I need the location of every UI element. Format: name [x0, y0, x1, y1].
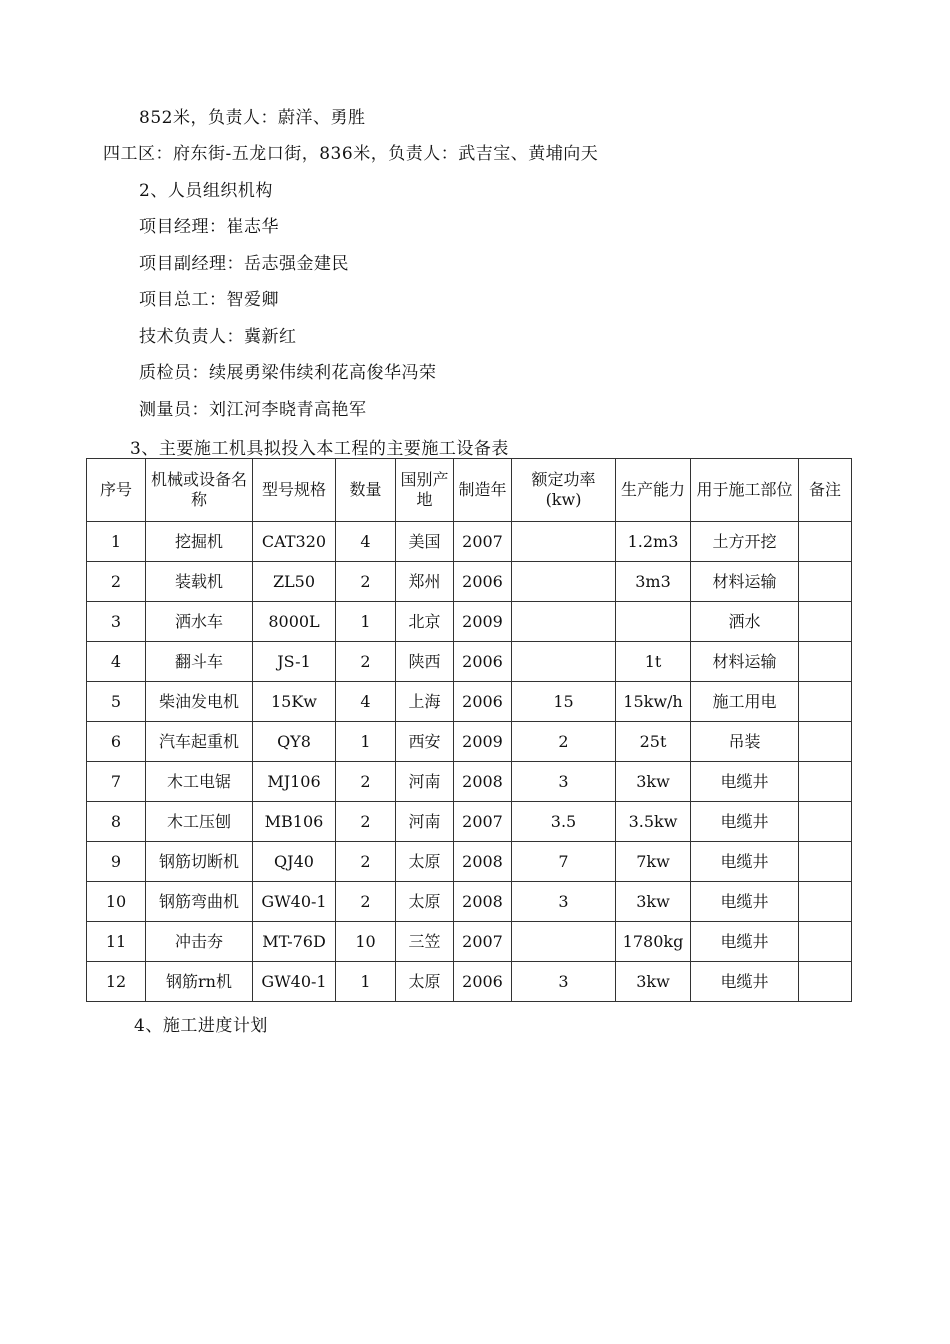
cell-remark — [799, 722, 852, 762]
cell-model: QJ40 — [253, 842, 336, 882]
cell-seq: 8 — [87, 802, 146, 842]
cell-usage: 材料运输 — [691, 642, 799, 682]
heading-schedule-plan: 4、施工进度计划 — [134, 1016, 268, 1036]
paragraph-deputy-manager: 项目副经理：岳志强金建民 — [139, 254, 349, 274]
cell-capacity: 3kw — [616, 962, 691, 1002]
cell-year: 2009 — [454, 722, 512, 762]
cell-seq: 1 — [87, 522, 146, 562]
cell-power — [512, 522, 616, 562]
cell-model: MJ106 — [253, 762, 336, 802]
cell-seq: 7 — [87, 762, 146, 802]
cell-remark — [799, 522, 852, 562]
cell-origin: 太原 — [396, 882, 454, 922]
cell-origin: 三笠 — [396, 922, 454, 962]
cell-origin: 上海 — [396, 682, 454, 722]
header-cell: 额定功率(kw) — [512, 459, 616, 522]
cell-power: 3 — [512, 962, 616, 1002]
paragraph-surveyors: 测量员：刘江河李晓青高艳军 — [139, 400, 367, 420]
cell-name: 钢筋rn机 — [146, 962, 253, 1002]
cell-remark — [799, 962, 852, 1002]
cell-origin: 太原 — [396, 842, 454, 882]
cell-name: 柴油发电机 — [146, 682, 253, 722]
paragraph-quality-inspectors: 质检员：续展勇梁伟续利花高俊华冯荣 — [139, 363, 437, 383]
cell-capacity — [616, 602, 691, 642]
cell-model: GW40-1 — [253, 882, 336, 922]
cell-qty: 10 — [336, 922, 396, 962]
cell-origin: 美国 — [396, 522, 454, 562]
cell-usage: 材料运输 — [691, 562, 799, 602]
paragraph-section-length: 852米，负责人：蔚洋、勇胜 — [139, 108, 366, 128]
table-row — [87, 802, 852, 842]
cell-model: CAT320 — [253, 522, 336, 562]
cell-remark — [799, 602, 852, 642]
table-row — [87, 642, 852, 682]
table-row — [87, 962, 852, 1002]
cell-power — [512, 642, 616, 682]
cell-capacity: 25t — [616, 722, 691, 762]
cell-usage: 洒水 — [691, 602, 799, 642]
cell-seq: 10 — [87, 882, 146, 922]
cell-qty: 4 — [336, 682, 396, 722]
cell-power: 3 — [512, 762, 616, 802]
cell-capacity: 1.2m3 — [616, 522, 691, 562]
table-row — [87, 522, 852, 562]
cell-origin: 郑州 — [396, 562, 454, 602]
header-cell: 生产能力 — [616, 459, 691, 522]
cell-usage: 电缆井 — [691, 962, 799, 1002]
cell-year: 2007 — [454, 522, 512, 562]
cell-remark — [799, 642, 852, 682]
cell-qty: 1 — [336, 722, 396, 762]
cell-name: 木工压刨 — [146, 802, 253, 842]
cell-year: 2006 — [454, 642, 512, 682]
cell-qty: 1 — [336, 962, 396, 1002]
header-cell: 备注 — [799, 459, 852, 522]
cell-usage: 电缆井 — [691, 842, 799, 882]
cell-capacity: 3m3 — [616, 562, 691, 602]
cell-power: 7 — [512, 842, 616, 882]
cell-seq: 9 — [87, 842, 146, 882]
cell-seq: 3 — [87, 602, 146, 642]
cell-year: 2009 — [454, 602, 512, 642]
cell-remark — [799, 882, 852, 922]
cell-power: 3 — [512, 882, 616, 922]
cell-remark — [799, 802, 852, 842]
cell-capacity: 3.5kw — [616, 802, 691, 842]
cell-qty: 2 — [336, 762, 396, 802]
cell-name: 钢筋弯曲机 — [146, 882, 253, 922]
table-header-row — [87, 459, 852, 522]
cell-name: 挖掘机 — [146, 522, 253, 562]
cell-seq: 2 — [87, 562, 146, 602]
header-cell: 序号 — [87, 459, 146, 522]
table-body — [87, 522, 852, 1002]
cell-usage: 土方开挖 — [691, 522, 799, 562]
cell-name: 冲击夯 — [146, 922, 253, 962]
cell-qty: 1 — [336, 602, 396, 642]
cell-qty: 4 — [336, 522, 396, 562]
cell-name: 装载机 — [146, 562, 253, 602]
cell-qty: 2 — [336, 642, 396, 682]
cell-capacity: 3kw — [616, 882, 691, 922]
cell-capacity: 1780kg — [616, 922, 691, 962]
cell-seq: 6 — [87, 722, 146, 762]
cell-name: 钢筋切断机 — [146, 842, 253, 882]
cell-remark — [799, 842, 852, 882]
cell-origin: 河南 — [396, 762, 454, 802]
cell-model: GW40-1 — [253, 962, 336, 1002]
cell-power: 2 — [512, 722, 616, 762]
cell-capacity: 15kw/h — [616, 682, 691, 722]
equipment-table — [86, 458, 852, 1002]
header-cell: 国别产地 — [396, 459, 454, 522]
cell-power: 15 — [512, 682, 616, 722]
cell-qty: 2 — [336, 882, 396, 922]
cell-model: QY8 — [253, 722, 336, 762]
cell-power — [512, 602, 616, 642]
cell-remark — [799, 922, 852, 962]
header-cell: 数量 — [336, 459, 396, 522]
cell-origin: 北京 — [396, 602, 454, 642]
cell-year: 2007 — [454, 922, 512, 962]
cell-seq: 5 — [87, 682, 146, 722]
table-caption: 3、主要施工机具拟投入本工程的主要施工设备表 — [130, 439, 509, 459]
heading-personnel-organization: 2、人员组织机构 — [139, 181, 273, 201]
cell-year: 2006 — [454, 682, 512, 722]
header-cell: 机械或设备名称 — [146, 459, 253, 522]
cell-remark — [799, 682, 852, 722]
table-row — [87, 602, 852, 642]
table-row — [87, 842, 852, 882]
cell-origin: 河南 — [396, 802, 454, 842]
cell-model: MT-76D — [253, 922, 336, 962]
cell-usage: 电缆井 — [691, 922, 799, 962]
cell-seq: 11 — [87, 922, 146, 962]
cell-power — [512, 922, 616, 962]
cell-model: ZL50 — [253, 562, 336, 602]
cell-year: 2006 — [454, 962, 512, 1002]
cell-year: 2008 — [454, 762, 512, 802]
cell-name: 汽车起重机 — [146, 722, 253, 762]
header-cell: 制造年 — [454, 459, 512, 522]
cell-power: 3.5 — [512, 802, 616, 842]
cell-year: 2008 — [454, 882, 512, 922]
cell-year: 2007 — [454, 802, 512, 842]
table-row — [87, 682, 852, 722]
paragraph-work-zone-4: 四工区：府东街-五龙口街，836米，负责人：武吉宝、黄埔向天 — [103, 144, 599, 164]
cell-seq: 4 — [87, 642, 146, 682]
cell-name: 木工电锯 — [146, 762, 253, 802]
cell-usage: 电缆井 — [691, 762, 799, 802]
cell-model: MB106 — [253, 802, 336, 842]
table-row — [87, 722, 852, 762]
cell-year: 2008 — [454, 842, 512, 882]
cell-model: JS-1 — [253, 642, 336, 682]
cell-usage: 电缆井 — [691, 882, 799, 922]
cell-power — [512, 562, 616, 602]
cell-qty: 2 — [336, 562, 396, 602]
cell-year: 2006 — [454, 562, 512, 602]
paragraph-technical-lead: 技术负责人：冀新红 — [139, 327, 297, 347]
cell-usage: 吊装 — [691, 722, 799, 762]
header-cell: 型号规格 — [253, 459, 336, 522]
cell-origin: 陕西 — [396, 642, 454, 682]
cell-origin: 太原 — [396, 962, 454, 1002]
header-cell: 用于施工部位 — [691, 459, 799, 522]
cell-capacity: 3kw — [616, 762, 691, 802]
cell-usage: 施工用电 — [691, 682, 799, 722]
table-row — [87, 762, 852, 802]
cell-seq: 12 — [87, 962, 146, 1002]
cell-model: 15Kw — [253, 682, 336, 722]
cell-usage: 电缆井 — [691, 802, 799, 842]
cell-name: 洒水车 — [146, 602, 253, 642]
table-row — [87, 922, 852, 962]
cell-remark — [799, 762, 852, 802]
cell-capacity: 7kw — [616, 842, 691, 882]
table-row — [87, 882, 852, 922]
cell-qty: 2 — [336, 842, 396, 882]
paragraph-chief-engineer: 项目总工：智爱卿 — [139, 290, 279, 310]
cell-capacity: 1t — [616, 642, 691, 682]
cell-qty: 2 — [336, 802, 396, 842]
cell-model: 8000L — [253, 602, 336, 642]
cell-origin: 西安 — [396, 722, 454, 762]
table-row — [87, 562, 852, 602]
cell-remark — [799, 562, 852, 602]
cell-name: 翻斗车 — [146, 642, 253, 682]
paragraph-project-manager: 项目经理：崔志华 — [139, 217, 279, 237]
